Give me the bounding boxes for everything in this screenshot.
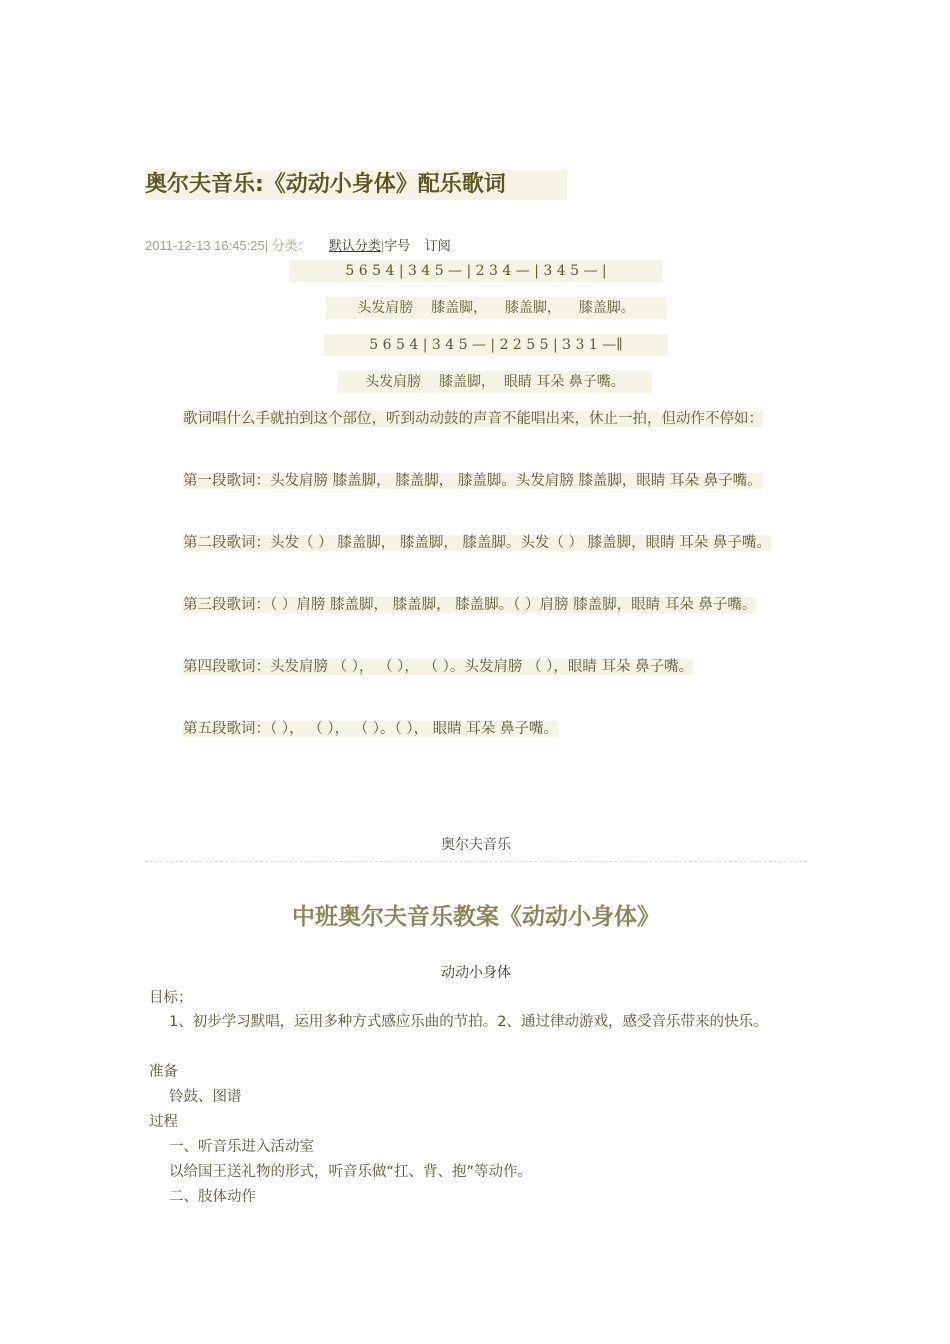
lesson-subtitle: 动动小身体 [441, 965, 511, 981]
category-label: 分类： [271, 238, 311, 253]
subscribe-link[interactable]: 订阅 [424, 239, 451, 254]
lyric-line-2: 头发肩膀 膝盖脚， 眼睛 耳朵 鼻子嘴。 [338, 371, 652, 393]
section-divider [145, 861, 807, 862]
article-meta [145, 236, 451, 256]
verse-2: 第二段歌词：头发（ ） 膝盖脚， 膝盖脚， 膝盖脚。头发（ ） 膝盖脚，眼睛 耳朵 鼻子嘴。 [183, 535, 771, 551]
verse-1: 第一段歌词：头发肩膀 膝盖脚， 膝盖脚， 膝盖脚。头发肩膀 膝盖脚，眼睛 耳朵 鼻子嘴。 [183, 473, 762, 489]
lyric-line-1: 头发肩膀 膝盖脚， 膝盖脚， 膝盖脚。 [326, 297, 666, 319]
step-2-label: 二、肢体动作 [169, 1189, 256, 1205]
goal-text: 1、初步学习默唱，运用多种方式感应乐曲的节拍。2、通过律动游戏，感受音乐带来的快乐。 [169, 1014, 768, 1030]
post-datetime: 2011-12-13 16:45:25| [145, 238, 269, 253]
font-size-link[interactable]: 字号 [384, 239, 411, 254]
prep-text: 铃鼓、图谱 [169, 1089, 242, 1105]
step-1-text: 以给国王送礼物的形式，听音乐做“扛、背、抱”等动作。 [169, 1164, 533, 1180]
lyrics-intro: 歌词唱什么手就拍到这个部位，听到动动鼓的声音不能唱出来，休止一拍，但动作不停如： [183, 411, 763, 427]
process-label: 过程 [149, 1114, 178, 1130]
category-link[interactable]: 默认分类 [328, 239, 381, 254]
article-title: 奥尔夫音乐:《动动小身体》配乐歌词 [145, 170, 567, 200]
verse-3: 第三段歌词：（ ）肩膀 膝盖脚， 膝盖脚， 膝盖脚。（ ）肩膀 膝盖脚，眼睛 耳朵 鼻子嘴。 [183, 597, 757, 613]
lesson-title: 中班奥尔夫音乐教案《动动小身体》 [292, 904, 660, 930]
step-1-label: 一、听音乐进入活动室 [169, 1139, 314, 1155]
verse-5: 第五段歌词：（ ）， （ ）， （ ）。（ ）， 眼睛 耳朵 鼻子嘴。 [183, 721, 558, 737]
prep-label: 准备 [149, 1064, 178, 1080]
goal-label: 目标； [149, 990, 193, 1006]
section-label: 奥尔夫音乐 [441, 837, 511, 853]
score-line-1: 5 6 5 4 | 3 4 5 — | 2 3 4 — | 3 4 5 — | [290, 260, 662, 282]
meta-separator: | [380, 238, 385, 253]
score-line-2: 5 6 5 4 | 3 4 5 — | 2 2 5 5 | 3 3 1 —∥ [324, 334, 668, 356]
verse-4: 第四段歌词：头发肩膀 （ ）， （ ）， （ ）。头发肩膀 （ ），眼睛 耳朵 鼻子嘴。 [183, 659, 694, 675]
